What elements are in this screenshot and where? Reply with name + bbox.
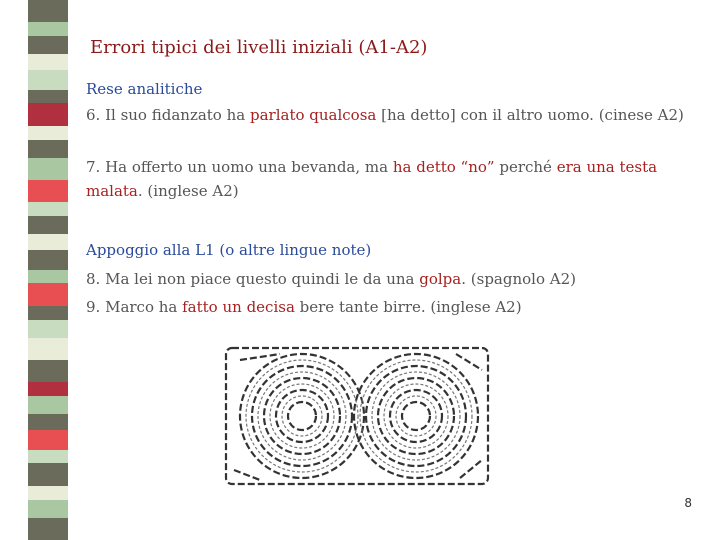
labyrinth-illustration: [220, 340, 495, 490]
stripe-segment: [28, 414, 68, 430]
stripe-segment: [28, 202, 68, 216]
stripe-segment: [28, 36, 68, 54]
stripe-segment: [28, 270, 68, 283]
stripe-segment: [28, 518, 68, 540]
example-item-6: [86, 103, 686, 127]
stripe-segment: [28, 158, 68, 180]
stripe-segment: [28, 396, 68, 414]
example-item-7: [86, 155, 686, 203]
stripe-segment: [28, 450, 68, 463]
sentence-text: 8. Ma lei non piace questo quindi le da una: [86, 270, 420, 288]
highlighted-error: fatto un decisa: [182, 298, 295, 316]
stripe-segment: [28, 103, 68, 126]
stripe-segment: [28, 90, 68, 103]
sentence-text: 6. Il suo fidanzato ha: [86, 106, 250, 124]
sentence-text: perché: [494, 158, 557, 176]
stripe-segment: [28, 382, 68, 396]
example-item-8: [86, 267, 686, 291]
stripe-segment: [28, 180, 68, 202]
stripe-segment: [28, 216, 68, 234]
page-number: 8: [684, 496, 692, 510]
highlighted-error: golpa: [419, 270, 462, 288]
sentence-text: [ha detto] con il altro uomo. (cinese A2): [376, 106, 684, 124]
sentence-text: . (inglese A2): [137, 182, 239, 200]
stripe-segment: [28, 338, 68, 360]
stripe-segment: [28, 463, 68, 486]
stripe-segment: [28, 0, 68, 22]
stripe-segment: [28, 500, 68, 518]
sentence-text: 7. Ha offerto un uomo una bevanda, ma: [86, 158, 393, 176]
stripe-segment: [28, 320, 68, 338]
highlighted-error: ha detto “no”: [392, 158, 495, 176]
decorative-stripe-bar: [28, 0, 68, 540]
highlighted-error: era una testa malata: [86, 158, 658, 200]
stripe-segment: [28, 430, 68, 450]
section-heading-appoggio-l1: Appoggio alla L1 (o altre lingue note): [86, 241, 372, 259]
section-heading-rese-analitiche: Rese analitiche: [86, 80, 203, 98]
slide-title: Errori tipici dei livelli iniziali (A1-A2): [90, 37, 428, 58]
stripe-segment: [28, 140, 68, 158]
sentence-text: . (spagnolo A2): [461, 270, 576, 288]
example-item-9: [86, 295, 686, 319]
stripe-segment: [28, 126, 68, 140]
stripe-segment: [28, 22, 68, 36]
stripe-segment: [28, 250, 68, 270]
stripe-segment: [28, 306, 68, 320]
stripe-segment: [28, 54, 68, 70]
stripe-segment: [28, 234, 68, 250]
stripe-segment: [28, 486, 68, 500]
sentence-text: bere tante birre. (inglese A2): [294, 298, 522, 316]
highlighted-error: parlato qualcosa: [249, 106, 377, 124]
stripe-segment: [28, 360, 68, 382]
stripe-segment: [28, 70, 68, 90]
sentence-text: 9. Marco ha: [86, 298, 183, 316]
stripe-segment: [28, 283, 68, 306]
